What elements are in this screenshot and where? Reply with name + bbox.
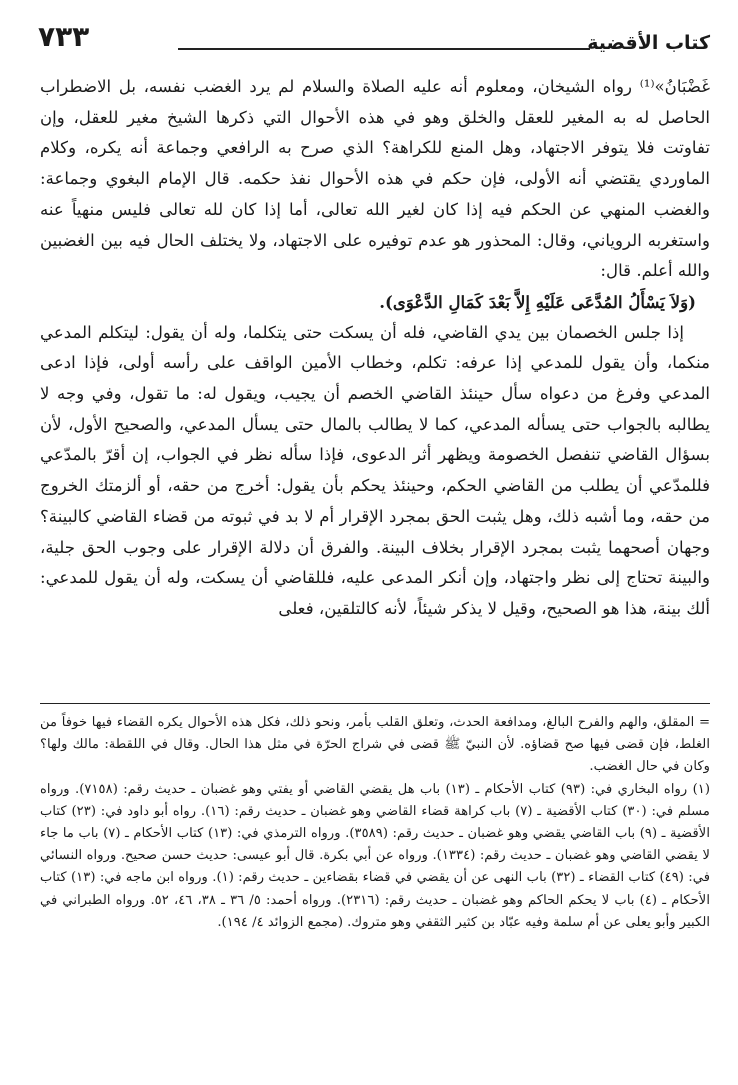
header-rule [178,48,590,50]
running-title: كتاب الأقضية [587,32,710,54]
footnote-1: (١) رواه البخاري في: (٩٣) كتاب الأحكام ـ (١٣) باب هل يقضي القاضي أو يفتي وهو غضبان ـ حديث رقم: (٧١٥٨). ورواه مسلم في: (٣٠) كتاب الأقضية ـ (٧) باب كراهة قضاء القاضي وهو غضبان ـ حديث رقم: (١٦). رواه أبو داود في: (٢٣) كتاب الأقضية ـ (٩) باب القاضي يقضي وهو غضبان ـ حديث رقم: (٣٥٨٩). ورواه الترمذي في: (١٣) كتاب الأحكام ـ (٧) باب ما جاء لا يقضي القاضي وهو غضبان ـ حديث رقم: (١٣٣٤). ورواه عن أبي بكرة. قال أبو عيسى: حديث حسن صحيح. ورواه النسائي في: (٤٩) كتاب القضاء ـ (٣٢) باب النهى عن أن يقضي في قضاء بقضاءين ـ حديث رقم: (١). ورواه ابن ماجه في: (١٣) كتاب الأحكام ـ (٤) باب لا يحكم الحاكم وهو غضبان ـ حديث رقم: (٢٣١٦). ورواه أحمد: ٥/ ٣٦ ـ ٣٨، ٤٦، ٥٢. ورواه الطبراني في الكبير وأبو يعلى عن أم سلمة وفيه عبّاد بن كثير الثقفي وهو متروك. (مجمع الزوائد ٤/ ١٩٤). [40,781,710,930]
footnotes [40,712,710,934]
page-number: ٧٣٣ [38,20,90,53]
matn-quote: (وَلاَ يَسْأَلُ المُدَّعَى عَلَيْهِ إِلاَّ بَعْدَ كَمَالِ الدَّعْوَى). [379,291,696,312]
main-text [40,72,710,625]
body-paragraph: إذا جلس الخصمان بين يدي القاضي، فله أن يسكت حتى يتكلما، وله أن يقول: ليتكلم المدعي منكما، وأن يقول للمدعي إذا عرفه: تكلم، وخطاب الأمين الواقف على رأسه أولى، فإذا ادعى المدعي وفرغ من دعواه سأل حينئذ القاضي الخصم أن يجيب، ويقول له: ما تقول، وفي وجه لا يطالبه بالجواب حتى يسأله المدعي، كما لا يطالب بالمال حتى يسأل المدعي، والصحيح الأول، لأن بسؤال القاضي تنفصل الخصومة ويظهر أثر الدعوى، فإذا سأله نظر في الجواب، إن أقرّ بالمدّعي فللمدّعي أن يطلب من القاضي الحكم، وحينئذ يحكم بأن يقول: أخرج من حقه، أو ألزمتك الخروج من حقه، وما أشبه ذلك، وهل يثبت الحق بمجرد الإقرار أم لا بد في ثبوته من قضاء القاضي كالبينة؟ وجهان أصحهما يثبت بمجرد الإقرار بخلاف البينة. والفرق أن دلالة الإقرار على وجوب الحق جلية، والبينة تحتاج إلى نظر واجتهاد، وإن أنكر المدعى عليه، فللقاضي أن يسكت، وله أن يقول للمدعي: ألك بينة، هذا هو الصحيح، وقيل لا يذكر شيئاً، لأنه كالتلقين، فعلى [40,322,710,618]
footnote-continuation: = المقلق، والهم والفرح البالغ، ومدافعة الحدث، وتعلق القلب بأمر، ونحو ذلك، فكل هذه الأحوال يكره القضاء فيها خوفاً من الغلط، فإن قضى فيها صح قضاؤه. لأن النبيّ ﷺ قضى في شراج الحرّة في مثل هذا الحال. وقال في اللقطة: مالك ولها؟ وكان في حال الغضب. [40,715,710,775]
page-header [38,20,710,66]
body-paragraph: غَضْبَانُ»⁽¹⁾ رواه الشيخان، ومعلوم أنه عليه الصلاة والسلام لم يرد الغضب نفسه، بل الاضطراب الحاصل له به المغير للعقل والخلق وهو في هذه الأحوال التي ذكرها الشيخ مغير للعقل، وإن تفاوتت فلا يتوفر الاجتهاد، وهل المنع للكراهة؟ الذي صرح به الرافعي وجماعة أنه يكره، وكلام الماوردي يقتضي أنه الأولى، فإن حكم في هذه الأحوال نفذ حكمه. قال الإمام البغوي وجماعة: والغضب المنهي عن الحكم فيه إذا كان لغير الله تعالى، أما إذا كان لله تعالى فليس منهياً عنه واستغربه الروياني، وقال: المحذور هو عدم توفيره على الاجتهاد، ولا يختلف الحال فيه بين الغضبين والله أعلم. قال: [40,77,710,281]
footnote-separator [40,703,710,704]
